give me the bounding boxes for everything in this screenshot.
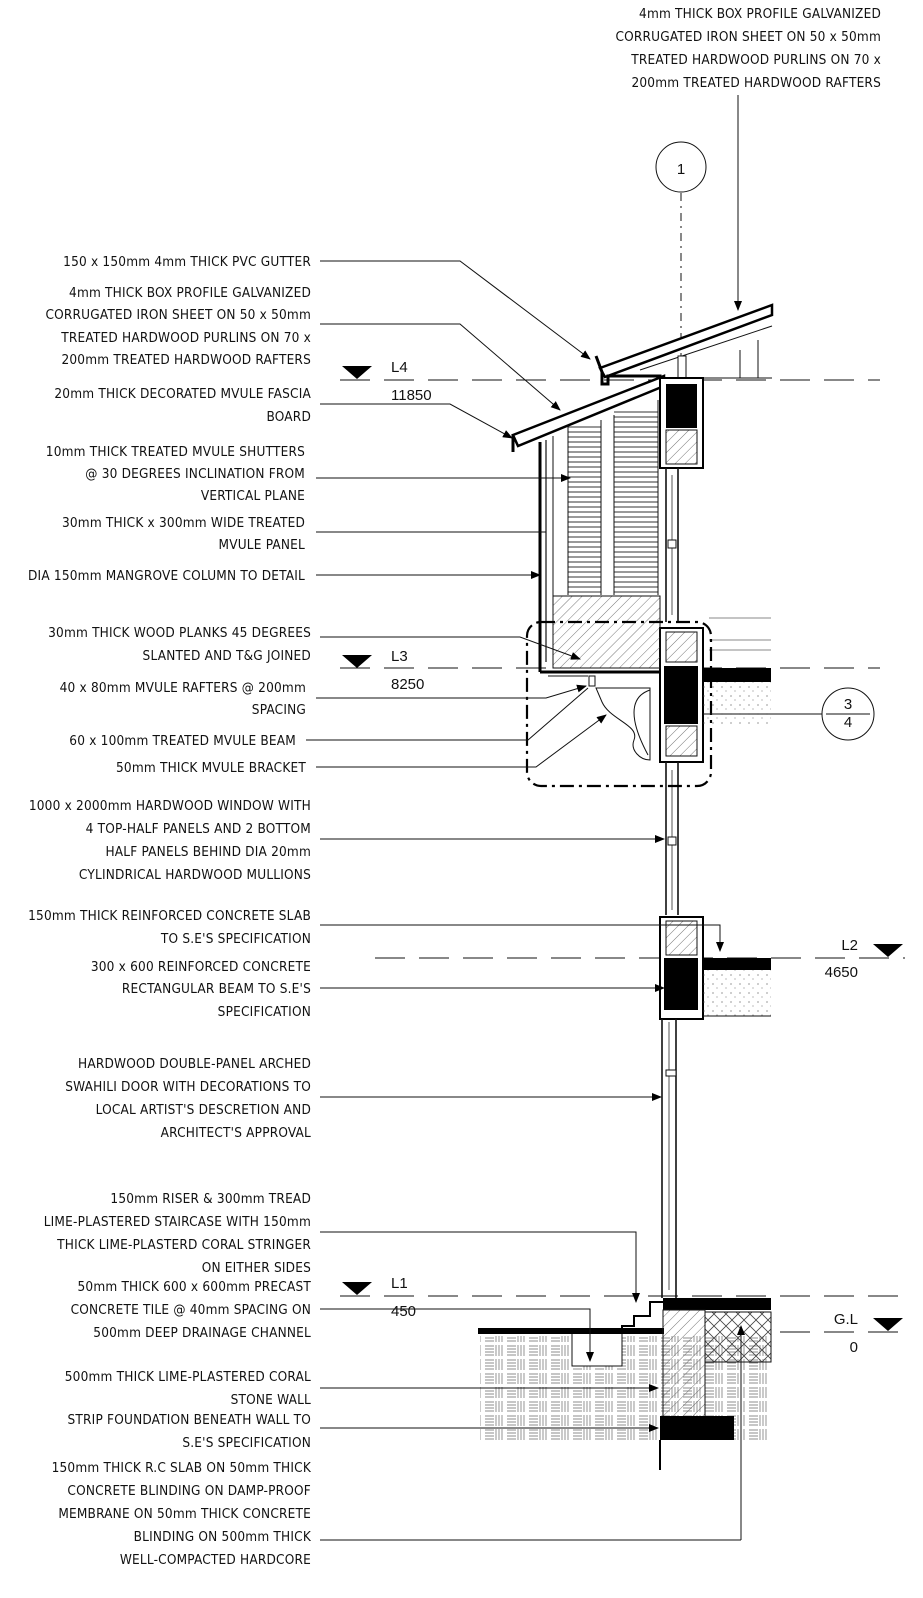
- note-window: CYLINDRICAL HARDWOOD MULLIONS: [78, 867, 311, 883]
- note-slab-grade: MEMBRANE ON 50mm THICK CONCRETE: [58, 1506, 311, 1522]
- level-name: L1: [391, 1275, 408, 1292]
- note-roof-sheet: CORRUGATED IRON SHEET ON 50 x 50mm: [45, 307, 311, 323]
- note-rafters: SPACING: [251, 702, 306, 718]
- note-shutters: @ 30 DEGREES INCLINATION FROM: [85, 466, 305, 482]
- level-marker-l4: [342, 359, 432, 404]
- note-roof-sheet: 4mm THICK BOX PROFILE GALVANIZED: [69, 285, 311, 301]
- note-foundation: STRIP FOUNDATION BENEATH WALL TO: [67, 1412, 311, 1428]
- note-planks: 30mm THICK WOOD PLANKS 45 DEGREES: [48, 625, 311, 641]
- level-name: L4: [391, 359, 408, 376]
- top-note-line: TREATED HARDWOOD PURLINS ON 70 x: [631, 52, 881, 68]
- top-note-line: CORRUGATED IRON SHEET ON 50 x 50mm: [615, 29, 881, 45]
- level-name: L3: [391, 648, 408, 665]
- level-value: 450: [391, 1303, 417, 1320]
- note-rafters: 40 x 80mm MVULE RAFTERS @ 200mm: [59, 680, 306, 696]
- note-stair: 150mm RISER & 300mm TREAD: [110, 1191, 311, 1207]
- grid-bubble-label: 1: [676, 161, 686, 178]
- note-beam: 60 x 100mm TREATED MVULE BEAM: [69, 733, 296, 749]
- top-note: [615, 6, 881, 310]
- note-roof-sheet: 200mm TREATED HARDWOOD RAFTERS: [61, 352, 311, 368]
- top-note-line: 4mm THICK BOX PROFILE GALVANIZED: [639, 6, 881, 22]
- note-tile: CONCRETE TILE @ 40mm SPACING ON: [70, 1302, 311, 1318]
- note-window: HALF PANELS BEHIND DIA 20mm: [105, 844, 311, 860]
- note-slab: 150mm THICK REINFORCED CONCRETE SLAB: [28, 908, 311, 924]
- level-value: 8250: [391, 676, 425, 693]
- upper-roof: [596, 305, 772, 384]
- note-tile: 500mm DEEP DRAINAGE CHANNEL: [93, 1325, 311, 1341]
- level-value: 11850: [391, 387, 432, 404]
- note-gutter: 150 x 150mm 4mm THICK PVC GUTTER: [63, 254, 311, 270]
- note-rc-beam: SPECIFICATION: [217, 1004, 311, 1020]
- note-rc-beam: 300 x 600 REINFORCED CONCRETE: [90, 959, 311, 975]
- note-slab: TO S.E'S SPECIFICATION: [160, 931, 311, 947]
- note-stair: LIME-PLASTERED STAIRCASE WITH 150mm: [43, 1214, 311, 1230]
- note-slab-grade: WELL-COMPACTED HARDCORE: [119, 1552, 311, 1568]
- level-name: L2: [841, 937, 858, 954]
- top-note-line: 200mm TREATED HARDWOOD RAFTERS: [631, 75, 881, 91]
- level-marker-l3: [342, 648, 424, 693]
- note-fascia: 20mm THICK DECORATED MVULE FASCIA: [54, 386, 311, 402]
- level-marker-l1: [342, 1275, 416, 1320]
- note-window: 1000 x 2000mm HARDWOOD WINDOW WITH: [28, 798, 311, 814]
- note-stair: THICK LIME-PLASTERD CORAL STRINGER: [57, 1237, 311, 1253]
- note-window: 4 TOP-HALF PANELS AND 2 BOTTOM: [85, 821, 311, 837]
- foundation: [478, 1298, 771, 1540]
- note-door: SWAHILI DOOR WITH DECORATIONS TO: [65, 1079, 311, 1095]
- note-stair: ON EITHER SIDES: [201, 1260, 311, 1276]
- note-slab-grade: 150mm THICK R.C SLAB ON 50mm THICK: [51, 1460, 311, 1476]
- note-bracket: 50mm THICK MVULE BRACKET: [115, 760, 306, 776]
- level-value: 0: [849, 1339, 858, 1356]
- main-wall: [660, 378, 771, 1298]
- note-door: ARCHITECT'S APPROVAL: [160, 1125, 311, 1141]
- note-tile: 50mm THICK 600 x 600mm PRECAST: [77, 1279, 311, 1295]
- note-door: LOCAL ARTIST'S DESCRETION AND: [95, 1102, 311, 1118]
- note-slab-grade: CONCRETE BLINDING ON DAMP-PROOF: [67, 1483, 311, 1499]
- note-slab-grade: BLINDING ON 500mm THICK: [133, 1529, 311, 1545]
- grid-bubble: [656, 142, 706, 360]
- note-panel: MVULE PANEL: [218, 537, 305, 553]
- note-wall: 500mm THICK LIME-PLASTERED CORAL: [64, 1369, 311, 1385]
- note-shutters: VERTICAL PLANE: [200, 488, 305, 504]
- note-wall: STONE WALL: [230, 1392, 311, 1408]
- note-shutters: 10mm THICK TREATED MVULE SHUTTERS: [45, 444, 305, 460]
- note-planks: SLANTED AND T&G JOINED: [142, 648, 311, 664]
- section-ref-bottom: 4: [843, 714, 853, 731]
- level-marker-l2: [825, 937, 903, 981]
- note-column: DIA 150mm MANGROVE COLUMN TO DETAIL: [28, 568, 305, 584]
- note-foundation: S.E'S SPECIFICATION: [182, 1435, 311, 1451]
- level-name: G.L: [833, 1311, 858, 1328]
- level-marker-gl: [834, 1311, 903, 1356]
- note-rc-beam: RECTANGULAR BEAM TO S.E'S: [121, 981, 311, 997]
- note-fascia: BOARD: [266, 409, 311, 425]
- note-roof-sheet: TREATED HARDWOOD PURLINS ON 70 x: [61, 330, 311, 346]
- section-ref-top: 3: [843, 696, 853, 713]
- note-panel: 30mm THICK x 300mm WIDE TREATED: [61, 515, 305, 531]
- level-value: 4650: [824, 964, 858, 981]
- note-door: HARDWOOD DOUBLE-PANEL ARCHED: [78, 1056, 311, 1072]
